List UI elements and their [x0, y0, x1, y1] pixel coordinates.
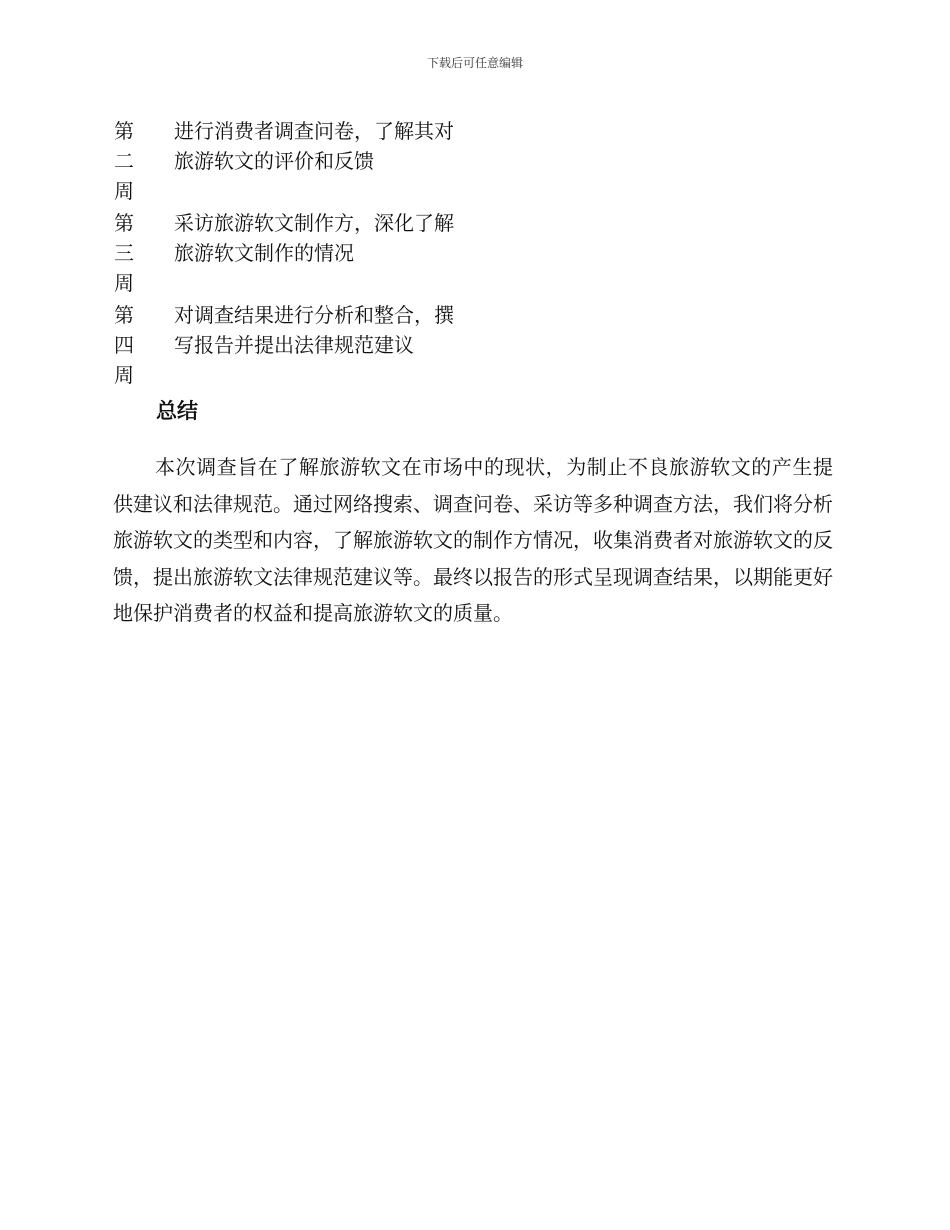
section-title-summary: 总结	[156, 399, 198, 423]
week-char: 第	[114, 211, 134, 235]
task-description	[174, 208, 494, 298]
week-char: 周	[114, 363, 134, 387]
week-char: 二	[114, 149, 134, 173]
week-char: 第	[114, 303, 134, 327]
task-line: 采访旅游软文制作方，深化了解	[174, 211, 454, 235]
schedule-row-week-3	[114, 208, 494, 298]
task-description	[174, 116, 494, 206]
schedule-table	[114, 116, 494, 392]
week-char: 周	[114, 179, 134, 203]
task-line: 旅游软文制作的情况	[174, 241, 354, 265]
week-char: 四	[114, 333, 134, 357]
week-label	[114, 208, 152, 298]
week-char: 三	[114, 241, 134, 265]
week-char: 第	[114, 119, 134, 143]
task-line: 写报告并提出法律规范建议	[174, 333, 414, 357]
task-line: 对调查结果进行分析和整合，撰	[174, 303, 454, 327]
page-header: 下载后可任意编辑	[426, 56, 523, 70]
week-char: 周	[114, 271, 134, 295]
summary-paragraph: 本次调查旨在了解旅游软文在市场中的现状，为制止不良旅游软文的产生提供建议和法律规范。通过网络搜索、调查问卷、采访等多种调查方法，我们将分析旅游软文的类型和内容，了解旅游软文的制作方情况，收集消费者对旅游软文的反馈，提出旅游软文法律规范建议等。最终以报告的形式呈现调查结果，以期能更好地保护消费者的权益和提高旅游软文的质量。	[113, 455, 833, 626]
task-line: 旅游软文的评价和反馈	[174, 149, 374, 173]
schedule-row-week-2	[114, 116, 494, 206]
task-description	[174, 300, 494, 390]
schedule-row-week-4	[114, 300, 494, 390]
task-line: 进行消费者调查问卷，了解其对	[174, 119, 454, 143]
week-label	[114, 116, 152, 206]
week-label	[114, 300, 152, 390]
